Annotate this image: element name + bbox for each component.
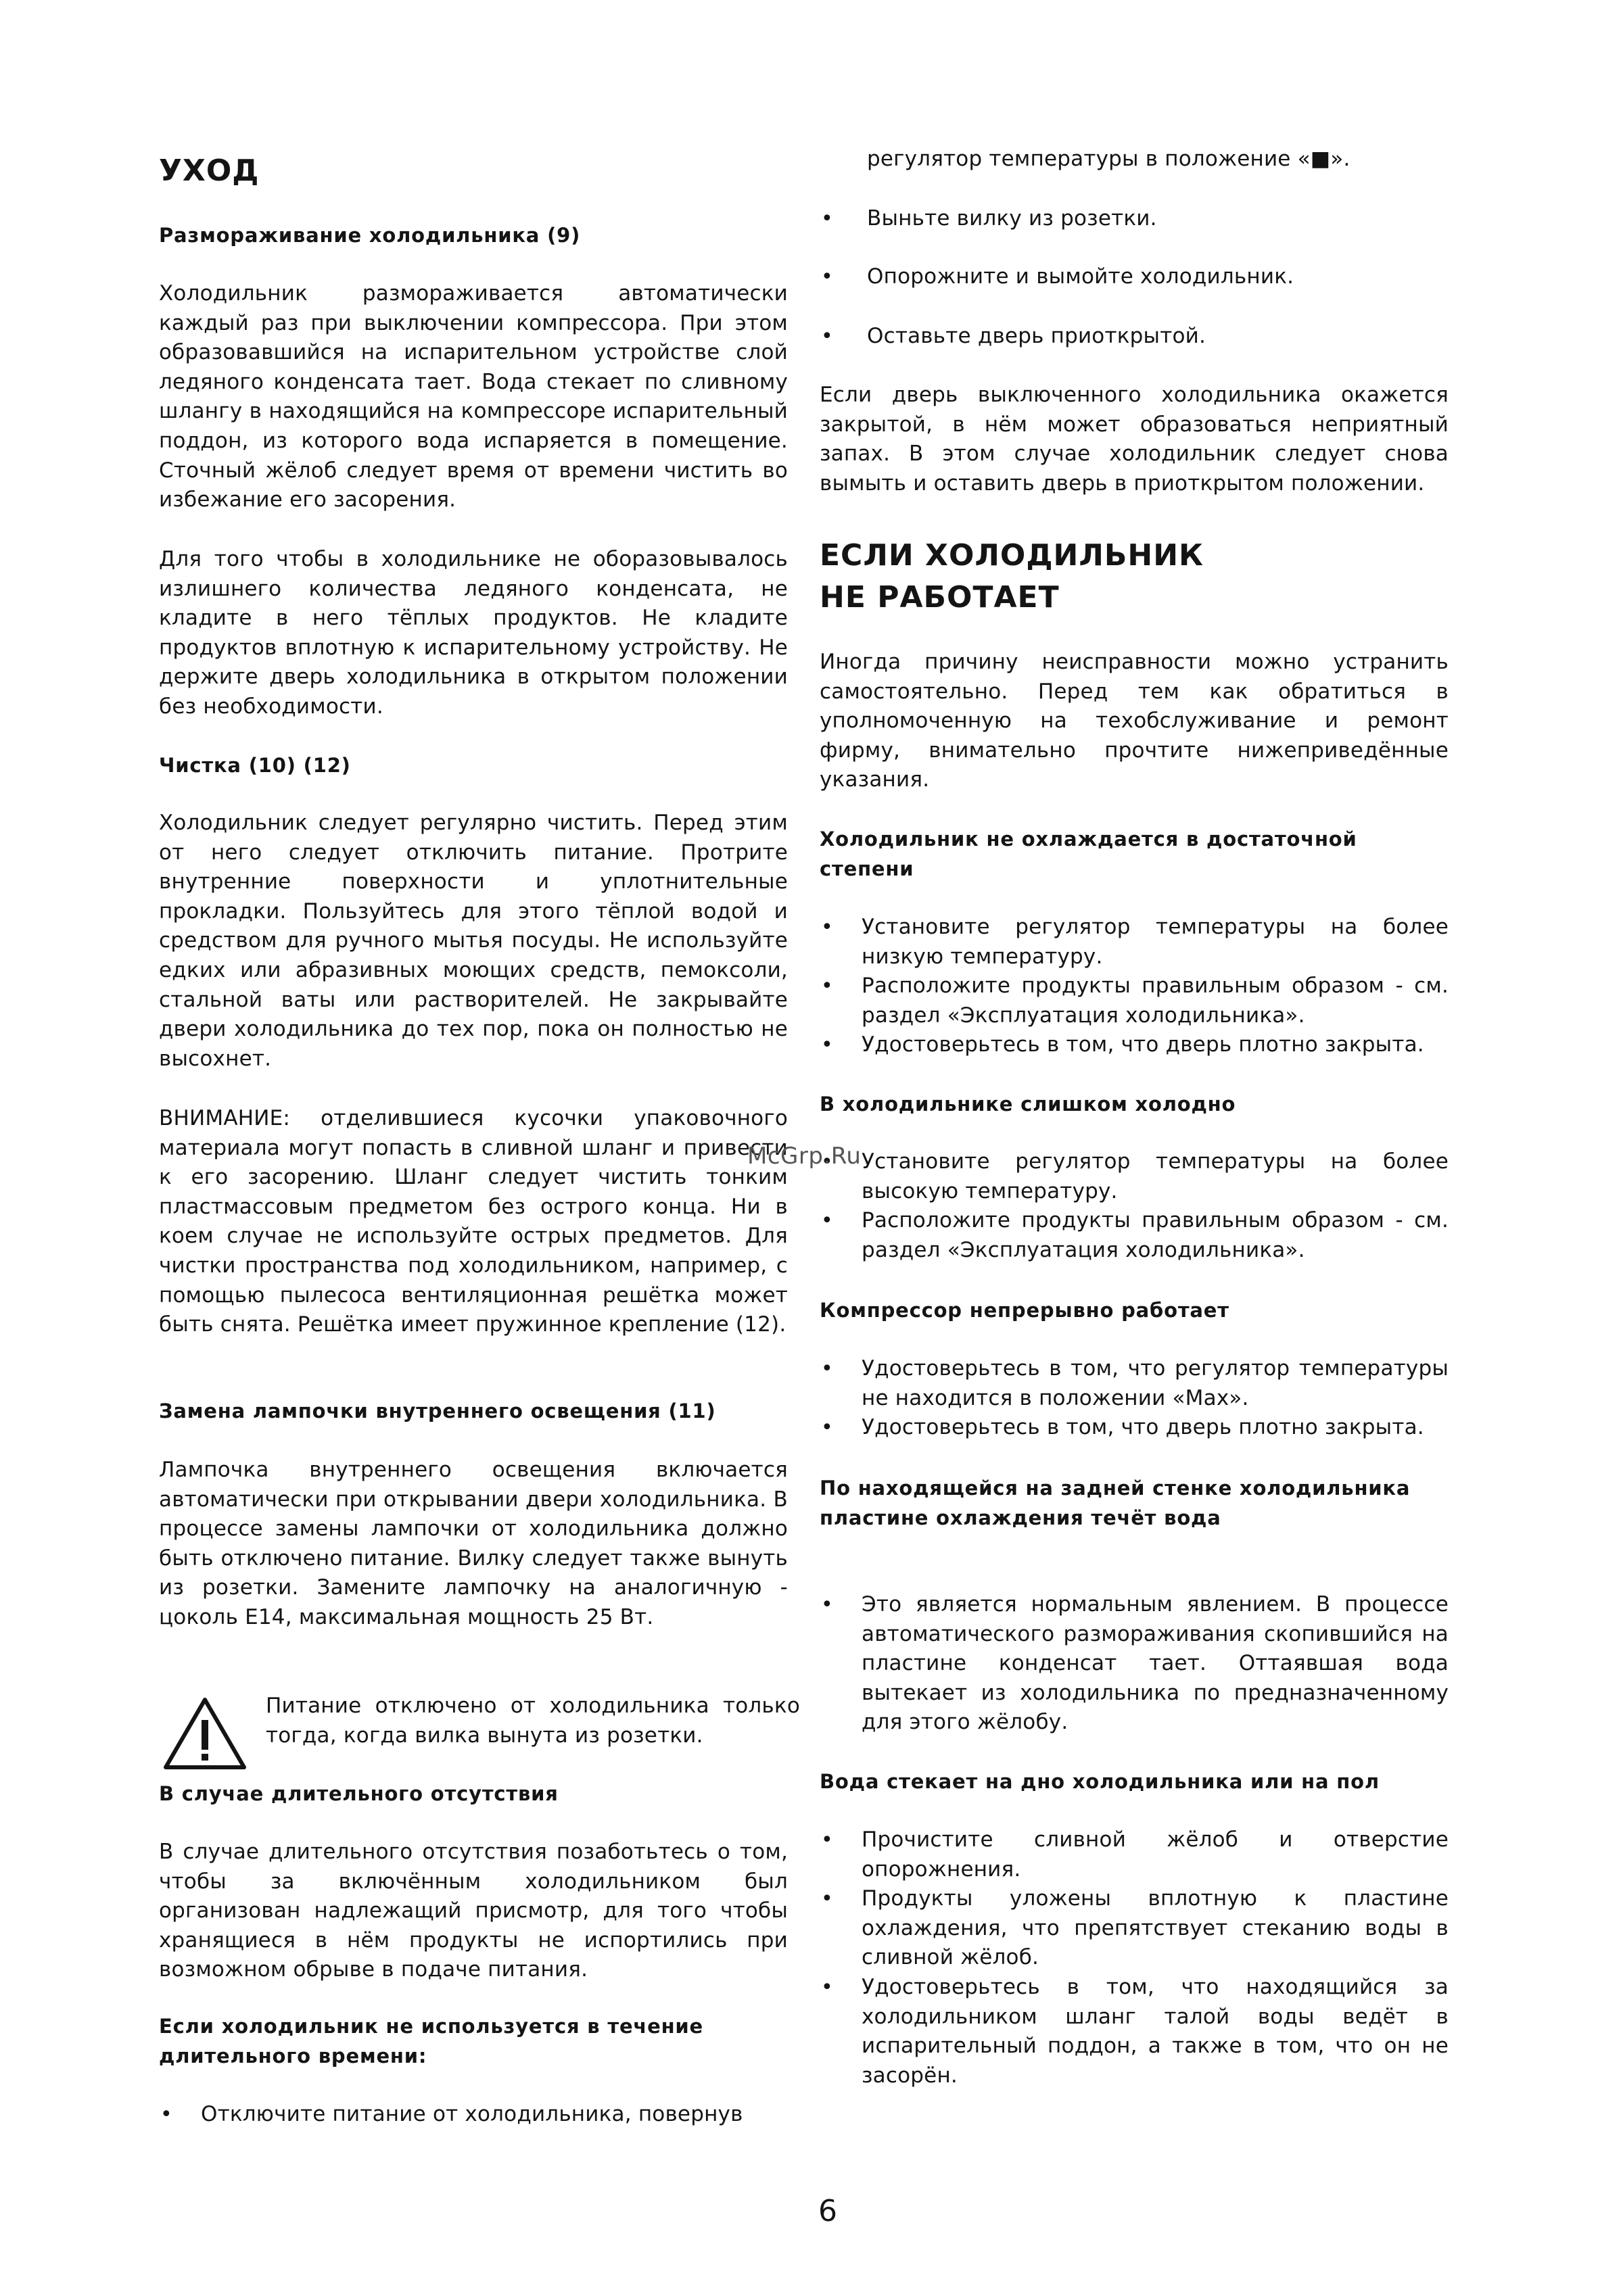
paragraph-cleaning-2: ВНИМАНИЕ: отделившиеся кусочки упаковочного материала могут попасть в сливной шланг и привести к его засорению. Шланг следует чистить тонким пластмассовым предметом без острого конца. Ни в коем случае не используйте острых предметов. Для чистки пространства под холодильником, например, с помощью пылесоса вентиляционная решётка может быть снята. Решётка имеет пружинное крепление (12). (159, 1106, 788, 1337)
section-heading-care: УХОД (159, 153, 260, 188)
list-item: • Это является нормальным явлением. В процессе автоматического размораживания скопившийся на пластине конденсат тает. Оттаявшая вода вытекает из холодильника по предназначенному для этого жёлобу. (820, 1590, 1449, 1738)
bullet-unused-1: • Отключите питание от холодильника, повернув (159, 2100, 788, 2130)
warning-triangle-icon (162, 1696, 248, 1771)
list-item: • Установите регулятор температуры на более высокую температуру. (820, 1147, 1449, 1206)
subheading-water-floor: Вода стекает на дно холодильника или на пол (820, 1770, 1380, 1793)
list-item: • Установите регулятор температуры на более низкую температуру. (820, 913, 1449, 972)
subheading-cleaning: Чистка (10) (12) (159, 754, 351, 777)
paragraph-cleaning-1: Холодильник следует регулярно чистить. Перед этим от него следует отключить питание. Протрите внутренние поверхности и уплотнительные прокладки. Пользуйтесь для этого тёплой водой и средством для ручного мытья посуды. Не используйте едких или абразивных моющих средств, пемоксоли, стальной ваты или растворителей. Не закрывайте двери холодильника до тех пор, пока он полностью не высохнет. (159, 811, 788, 1071)
list-not-cold (820, 913, 1449, 1060)
subheading-unused: Если холодильник не используется в течение длительного времени: (159, 2015, 704, 2067)
list-compressor (820, 1354, 1449, 1443)
list-back-plate (820, 1590, 1449, 1738)
left-column (159, 0, 800, 2126)
subheading-not-cold: Холодильник не охлаждается в достаточной степени (820, 828, 1357, 880)
list-item: • Удостоверьтесь в том, что дверь плотно закрыта. (820, 1413, 1449, 1443)
subheading-defrost: Размораживание холодильника (9) (159, 224, 581, 247)
paragraph-defrost-2: Для того чтобы в холодильнике не оборазовывалось излишнего количества ледяного конденсата, не кладите в него тёплых продуктов. Не кладите продуктов вплотную к испарительному устройству. Не держите дверь холодильника в открытом положении без необходимости. (159, 547, 788, 719)
list-item: • Расположите продукты правильным образом - см. раздел «Эксплуатация холодильника». (820, 1206, 1449, 1265)
paragraph-defrost-1: Холодильник размораживается автоматически каждый раз при выключении компрессора. При этом образовавшийся на испарительном устройстве слой ледяного конденсата тает. Вода стекает по сливному шлангу в находящийся на компрессоре испарительный поддон, из которого вода испаряется в помещение. Сточный жёлоб следует время от времени чистить во избежание его засорения. (159, 281, 788, 512)
paragraph-absence: В случае длительного отсутствия позаботьтесь о том, чтобы за включённым холодильником был организован надлежащий присмотр, для того чтобы хранящиеся в нём продукты не испортились при возможном обрыве в подаче питания. (159, 1840, 788, 1982)
list-item: • Удостоверьтесь в том, что регулятор температуры не находится в положении «Max». (820, 1354, 1449, 1413)
paragraph-trouble: Иногда причину неисправности можно устранить самостоятельно. Перед тем как обратиться в уполномоченную на техобслуживание и ремонт фирму, внимательно прочтите нижеприведённые указания. (820, 650, 1449, 792)
bullet-unused-1-continuation: регулятор температуры в положение «■». (867, 147, 1350, 171)
subheading-lamp: Замена лампочки внутреннего освещения (11) (159, 1400, 716, 1422)
subheading-absence: В случае длительного отсутствия (159, 1782, 559, 1805)
subheading-compressor: Компрессор непрерывно работает (820, 1299, 1229, 1322)
list-item: • Продукты уложены вплотную к пластине охлаждения, что препятствует стеканию воды в сливной жёлоб. (820, 1884, 1449, 1973)
warning-text: Питание отключено от холодильника только тогда, когда вилка вынута из розетки. (266, 1694, 800, 1748)
list-item: • Прочистите сливной жёлоб и отверстие опорожнения. (820, 1825, 1449, 1884)
section-heading-trouble: ЕСЛИ ХОЛОДИЛЬНИК НЕ РАБОТАЕТ (820, 538, 1204, 615)
bullet-unused-3: • Опорожните и вымойте холодильник. (820, 262, 1449, 292)
list-item: • Расположите продукты правильным образом - см. раздел «Эксплуатация холодильника». (820, 972, 1449, 1030)
list-item: • Удостоверьтесь в том, что находящийся за холодильником шланг талой воды ведёт в испарительный поддон, а также в том, что он не засорён. (820, 1973, 1449, 2090)
paragraph-lamp: Лампочка внутреннего освещения включается автоматически при открывании двери холодильника. В процессе замены лампочки от холодильника должно быть отключено питание. Вилку следует также вынуть из розетки. Замените лампочку на аналогичную - цоколь Е14, максимальная мощность 25 Вт. (159, 1458, 788, 1629)
subheading-back-plate: По находящейся на задней стенке холодильника пластине охлаждения течёт вода (820, 1477, 1411, 1529)
watermark: McGrp.Ru (747, 1143, 862, 1170)
bullet-unused-2: • Выньте вилку из розетки. (820, 204, 1449, 234)
page-number: 6 (818, 2194, 837, 2228)
warning-note (159, 1692, 800, 1779)
list-too-cold (820, 1147, 1449, 1265)
list-item: • Удостоверьтесь в том, что дверь плотно закрыта. (820, 1030, 1449, 1060)
paragraph-unused: Если дверь выключенного холодильника окажется закрытой, в нём может образоваться неприятный запах. В этом случае холодильник следует снова вымыть и оставить дверь в приоткрытом положении. (820, 383, 1449, 496)
bullet-unused-4: • Оставьте дверь приоткрытой. (820, 322, 1449, 352)
list-water-floor (820, 1825, 1449, 2090)
subheading-too-cold: В холодильнике слишком холодно (820, 1093, 1236, 1116)
